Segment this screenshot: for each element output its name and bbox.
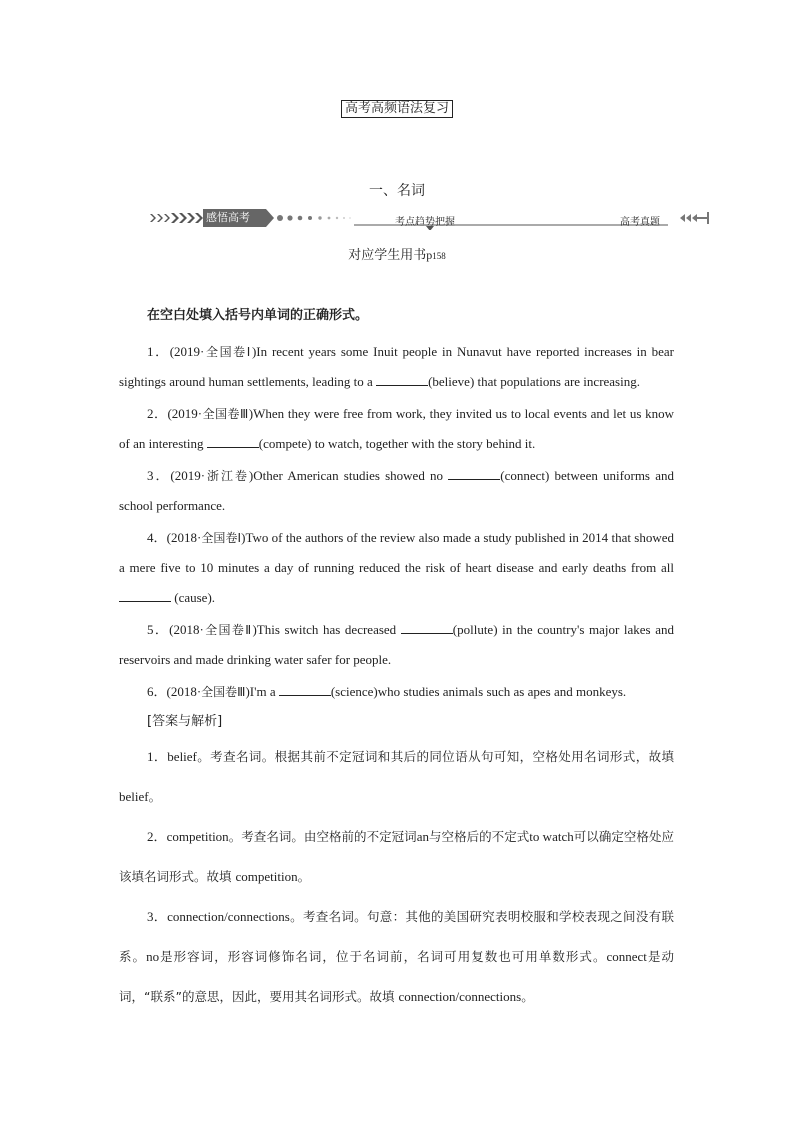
page-title-text: 高考高频语法复习 [341,100,453,118]
page-title [0,99,794,118]
banner-tag: 感悟高考 [206,211,250,224]
answer-3: 3．connection/connections。考查名词。句意：其他的美国研究表明校服和学校表现之间没有联系。no是形容词，形容词修饰名词，位于名词前，名词可用复数也可用单数形式。connect是动词，“联系”的意思，因此，要用其名词形式。故填 connection/connections。 [119,909,674,1004]
question-1: 1．(2019·全国卷Ⅰ)In recent years some Inuit people in Nunavut have reported increases in bear sightings around human settlements, leading to a (believe) that populations are increasing. [119,344,674,389]
back-arrows-icon [680,212,709,224]
answer-blank[interactable] [376,373,428,386]
content [119,304,674,1017]
question-3: 3．(2019·浙江卷)Other American studies showed no (connect) between uniforms and school performance. [119,468,674,513]
question-6: 6．(2018·全国卷Ⅲ)I'm a (science)who studies animals such as apes and monkeys. [147,684,627,699]
answer-blank[interactable] [401,621,453,634]
answer-blank[interactable] [119,589,171,602]
reference-text: 对应学生用书 [348,248,427,263]
answers-heading: [答案与解析] [147,714,223,729]
answer-2: 2．competition。考查名词。由空格前的不定冠词an与空格后的不定式to watch可以确定空格处应该填名词形式。故填 competition。 [119,829,674,884]
section-banner [148,206,710,230]
question-2: 2．(2019·全国卷Ⅲ)When they were free from work, they invited us to local events and let us know of an interesting (compete) to watch, together with the story behind it. [119,406,674,451]
chevron-arrows-icon [150,213,203,223]
banner-right-label: 高考真题 [620,217,660,228]
banner-mid-label: 考点趋势把握 [395,217,455,228]
section-title: 一、名词 [369,183,425,199]
instruction: 在空白处填入括号内单词的正确形式。 [147,308,369,323]
answer-1: 1．belief。考查名词。根据其前不定冠词和其后的同位语从句可知，空格处用名词形式，故填 belief。 [119,749,674,804]
answer-blank[interactable] [448,467,500,480]
reference-page: p158 [426,248,446,262]
question-4: 4．(2018·全国卷Ⅰ)Two of the authors of the review also made a study published in 2014 that showed a mere five to 10 minutes a day of running reduced the risk of heart disease and early deaths from all (cause). [119,530,674,605]
question-5: 5．(2018·全国卷Ⅱ)This switch has decreased (pollute) in the country's major lakes and reservoirs and made drinking water safer for people. [119,622,674,667]
answer-blank[interactable] [279,683,331,696]
dots-icon [277,215,351,221]
reference-line [0,244,794,263]
answer-blank[interactable] [207,435,259,448]
